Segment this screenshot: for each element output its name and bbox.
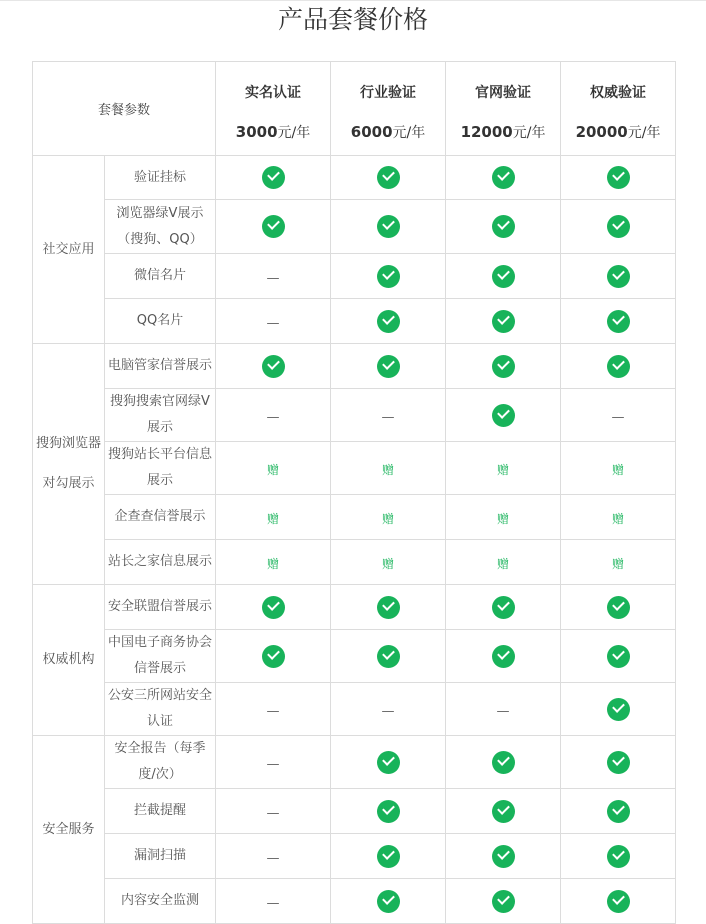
plan-header-realname [216,62,331,156]
plan-cell [446,879,561,924]
feature-label: 企查查信誉展示 [105,495,216,540]
plan-cell [446,442,561,495]
header-row [33,62,676,156]
plan-cell [216,344,331,389]
gift-label: 赠 [267,511,280,526]
feature-label: 电脑管家信誉展示 [105,344,216,389]
check-icon [492,310,515,333]
table-row [33,789,676,834]
feature-label: 验证挂标 [105,156,216,200]
check-icon [377,355,400,378]
dash-icon: — [496,703,510,719]
check-icon [492,166,515,189]
plan-cell [216,389,331,442]
dash-icon: — [266,270,280,286]
table-row [33,156,676,200]
check-icon [262,215,285,238]
check-icon [377,890,400,913]
plan-cell [331,200,446,254]
table-row [33,254,676,299]
check-icon [607,645,630,668]
price-unit: 元/年 [277,124,311,141]
table-row [33,630,676,683]
category-label: 权威机构 [33,585,105,736]
table-row [33,683,676,736]
check-icon [492,845,515,868]
gift-label: 赠 [382,511,395,526]
plan-price [561,122,675,142]
plan-cell [446,389,561,442]
plan-cell [446,344,561,389]
table-row [33,585,676,630]
check-icon [377,596,400,619]
gift-label: 赠 [382,462,395,477]
price-value: 12000 [460,122,513,141]
plan-cell [216,442,331,495]
plan-cell [561,630,676,683]
plan-cell [216,736,331,789]
plan-cell [331,736,446,789]
check-icon [607,215,630,238]
check-icon [492,800,515,823]
table-row [33,299,676,344]
plan-cell [561,442,676,495]
table-row [33,736,676,789]
plan-name: 官网验证 [475,84,532,101]
plan-cell [561,834,676,879]
feature-label: 搜狗搜索官网绿V展示 [105,389,216,442]
price-value: 20000 [575,122,628,141]
plan-cell [561,736,676,789]
plan-cell [446,736,561,789]
check-icon [262,596,285,619]
check-icon [607,166,630,189]
feature-label: 搜狗站长平台信息展示 [105,442,216,495]
dash-icon: — [266,895,280,911]
gift-label: 赠 [612,462,625,477]
gift-label: 赠 [497,511,510,526]
check-icon [492,265,515,288]
price-unit: 元/年 [627,124,661,141]
plan-cell [216,299,331,344]
plan-cell [561,585,676,630]
dash-icon: — [266,703,280,719]
dash-icon: — [381,409,395,425]
check-icon [492,596,515,619]
table-row [33,540,676,585]
table-row [33,200,676,254]
dash-icon: — [266,756,280,772]
plan-cell [561,299,676,344]
check-icon [377,310,400,333]
plan-cell [331,834,446,879]
plan-cell [331,156,446,200]
plan-cell [216,789,331,834]
feature-label: 拦截提醒 [105,789,216,834]
dash-icon: — [266,805,280,821]
plan-cell [216,585,331,630]
table-row [33,442,676,495]
plan-cell [446,495,561,540]
dash-icon: — [611,409,625,425]
plan-cell [561,789,676,834]
price-value: 6000 [350,122,393,141]
top-divider [0,0,706,1]
plan-cell [216,879,331,924]
plan-cell [561,254,676,299]
plan-cell [561,200,676,254]
plan-name: 行业验证 [360,84,417,101]
check-icon [377,751,400,774]
table-row [33,389,676,442]
check-icon [377,265,400,288]
plan-name: 权威验证 [590,84,647,101]
plan-cell [216,683,331,736]
param-header: 套餐参数 [33,62,216,156]
check-icon [262,355,285,378]
gift-label: 赠 [267,556,280,571]
pricing-table [32,61,676,924]
check-icon [607,751,630,774]
dash-icon: — [266,850,280,866]
feature-label: 站长之家信息展示 [105,540,216,585]
feature-label: 微信名片 [105,254,216,299]
plan-cell [446,630,561,683]
plan-cell [561,683,676,736]
plan-cell [446,789,561,834]
check-icon [492,890,515,913]
plan-cell [331,683,446,736]
feature-label: 漏洞扫描 [105,834,216,879]
check-icon [607,845,630,868]
feature-label: 中国电子商务协会信誉展示 [105,630,216,683]
dash-icon: — [266,315,280,331]
check-icon [377,800,400,823]
check-icon [607,265,630,288]
plan-cell [331,442,446,495]
check-icon [607,355,630,378]
category-label: 社交应用 [33,156,105,344]
plan-cell [561,495,676,540]
plan-cell [331,630,446,683]
check-icon [377,166,400,189]
check-icon [377,215,400,238]
price-unit: 元/年 [392,124,426,141]
gift-label: 赠 [497,556,510,571]
plan-cell [216,540,331,585]
plan-cell [331,585,446,630]
check-icon [377,845,400,868]
table-row [33,495,676,540]
plan-cell [331,789,446,834]
plan-cell [331,299,446,344]
plan-header-official [446,62,561,156]
gift-label: 赠 [267,462,280,477]
table-row [33,344,676,389]
check-icon [607,310,630,333]
dash-icon: — [266,409,280,425]
check-icon [262,645,285,668]
feature-label: 公安三所网站安全认证 [105,683,216,736]
plan-cell [216,200,331,254]
feature-label: 安全联盟信誉展示 [105,585,216,630]
table-row [33,879,676,924]
plan-header-authority [561,62,676,156]
check-icon [607,596,630,619]
check-icon [492,751,515,774]
plan-cell [446,156,561,200]
table-row [33,834,676,879]
check-icon [492,645,515,668]
gift-label: 赠 [497,462,510,477]
plan-header-industry [331,62,446,156]
plan-cell [446,200,561,254]
plan-cell [331,495,446,540]
plan-cell [331,344,446,389]
feature-label: 内容安全监测 [105,879,216,924]
plan-cell [331,879,446,924]
plan-cell [331,540,446,585]
plan-cell [561,344,676,389]
plan-cell [561,389,676,442]
plan-cell [216,834,331,879]
plan-cell [216,630,331,683]
category-label: 安全服务 [33,736,105,924]
plan-cell [446,834,561,879]
plan-cell [331,254,446,299]
feature-label: 安全报告（每季度/次） [105,736,216,789]
check-icon [492,404,515,427]
gift-label: 赠 [382,556,395,571]
plan-cell [446,254,561,299]
plan-cell [446,585,561,630]
check-icon [607,800,630,823]
check-icon [492,355,515,378]
check-icon [377,645,400,668]
table-body [33,156,676,924]
check-icon [492,215,515,238]
feature-label: 浏览器绿V展示（搜狗、QQ） [105,200,216,254]
plan-price [216,122,330,142]
page-title: 产品套餐价格 [277,5,428,34]
gift-label: 赠 [612,511,625,526]
plan-cell [446,683,561,736]
price-value: 3000 [235,122,278,141]
plan-cell [216,495,331,540]
plan-cell [561,540,676,585]
plan-cell [331,389,446,442]
check-icon [262,166,285,189]
check-icon [607,890,630,913]
price-unit: 元/年 [512,124,546,141]
gift-label: 赠 [612,556,625,571]
check-icon [607,698,630,721]
plan-cell [446,299,561,344]
plan-price [446,122,560,142]
plan-cell [446,540,561,585]
plan-cell [561,879,676,924]
plan-cell [216,156,331,200]
feature-label: QQ名片 [105,299,216,344]
plan-cell [216,254,331,299]
plan-name: 实名认证 [245,84,302,101]
plan-cell [561,156,676,200]
dash-icon: — [381,703,395,719]
category-label: 搜狗浏览器对勾展示 [33,344,105,585]
plan-price [331,122,445,142]
